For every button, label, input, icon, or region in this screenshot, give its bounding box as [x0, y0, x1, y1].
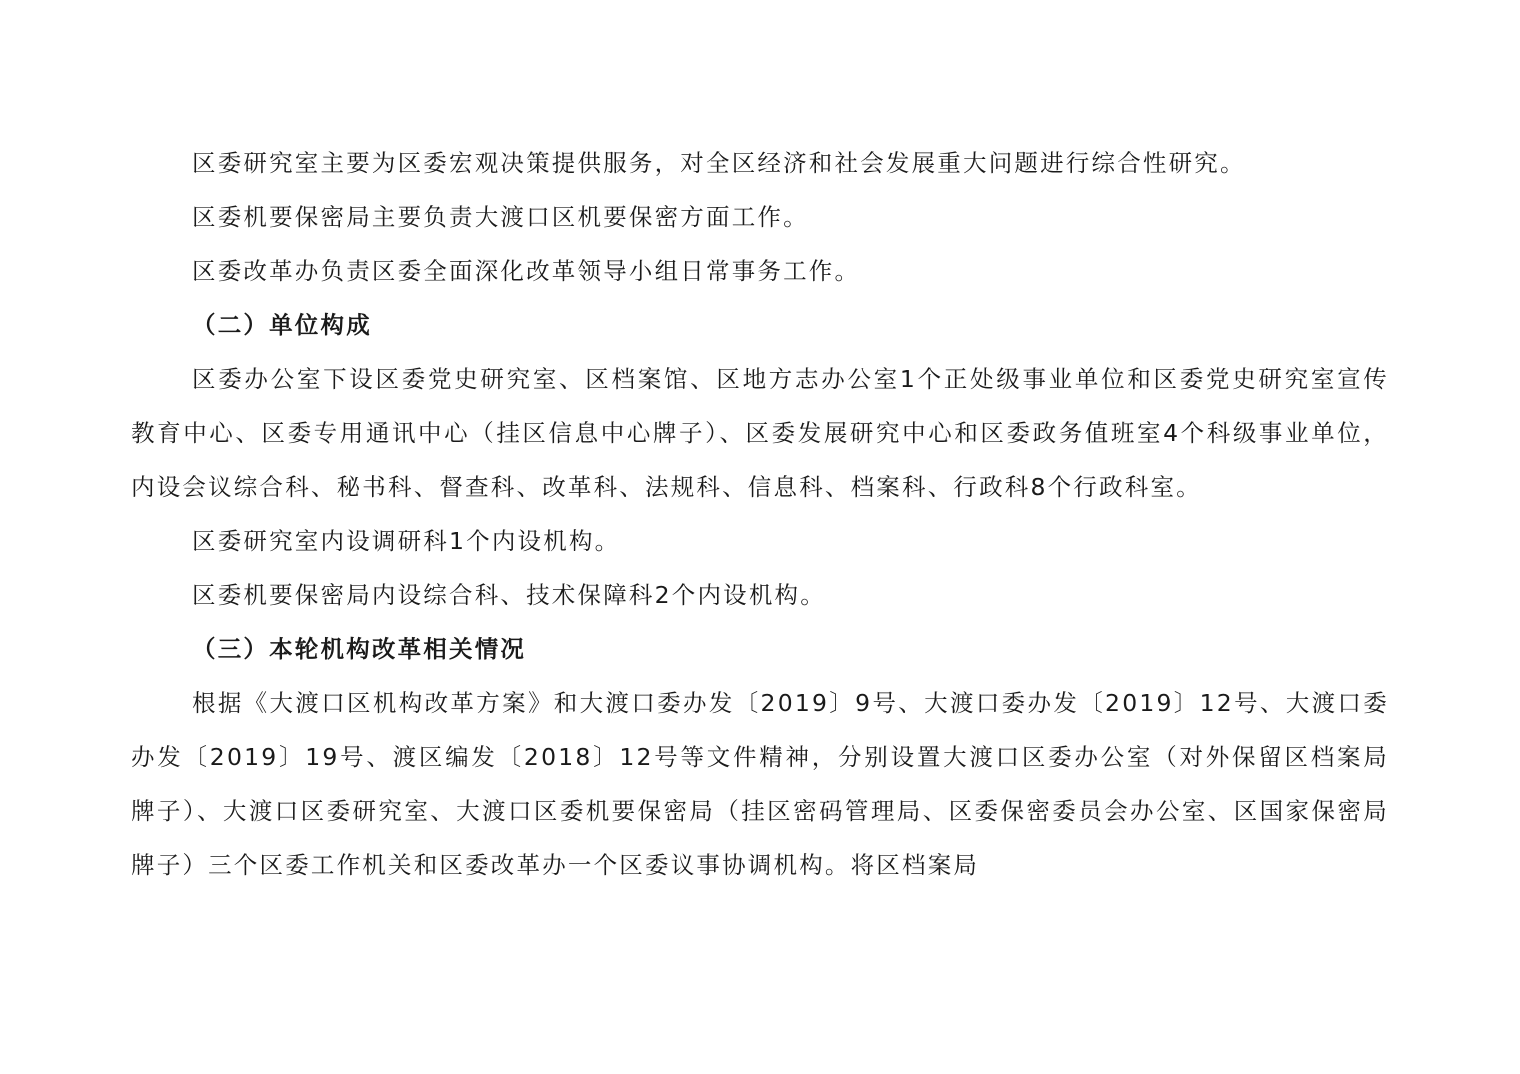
paragraph-confidential-bureau-subunits: 区委机要保密局内设综合科、技术保障科2个内设机构。 [192, 581, 826, 609]
paragraph-research-office-duty: 区委研究室主要为区委宏观决策提供服务，对全区经济和社会发展重大问题进行综合性研究。 [192, 149, 1246, 177]
paragraph-research-office-subunits: 区委研究室内设调研科1个内设机构。 [192, 527, 621, 555]
paragraph-reform-office-duty: 区委改革办负责区委全面深化改革领导小组日常事务工作。 [192, 257, 861, 285]
document-body [131, 136, 1389, 892]
paragraph-reform-basis: 根据《大渡口区机构改革方案》和大渡口委办发〔2019〕9号、大渡口委办发〔2019〕12号、大渡口委办发〔2019〕19号、渡区编发〔2018〕12号等文件精神，分别设置大渡口区委办公室（对外保留区档案局牌子）、大渡口区委研究室、大渡口区委机要保密局（挂区密码管理局、区委保密委员会办公室、区国家保密局牌子）三个区委工作机关和区委改革办一个区委议事协调机构。将区档案局 [131, 689, 1389, 879]
section-heading-unit-composition: （二）单位构成 [192, 311, 372, 339]
section-heading-reform-situation: （三）本轮机构改革相关情况 [192, 635, 527, 663]
paragraph-confidential-bureau-duty: 区委机要保密局主要负责大渡口区机要保密方面工作。 [192, 203, 809, 231]
paragraph-office-subunits: 区委办公室下设区委党史研究室、区档案馆、区地方志办公室1个正处级事业单位和区委党史研究室宣传教育中心、区委专用通讯中心（挂区信息中心牌子）、区委发展研究中心和区委政务值班室4个科级事业单位，内设会议综合科、秘书科、督查科、改革科、法规科、信息科、档案科、行政科8个行政科室。 [131, 365, 1389, 501]
